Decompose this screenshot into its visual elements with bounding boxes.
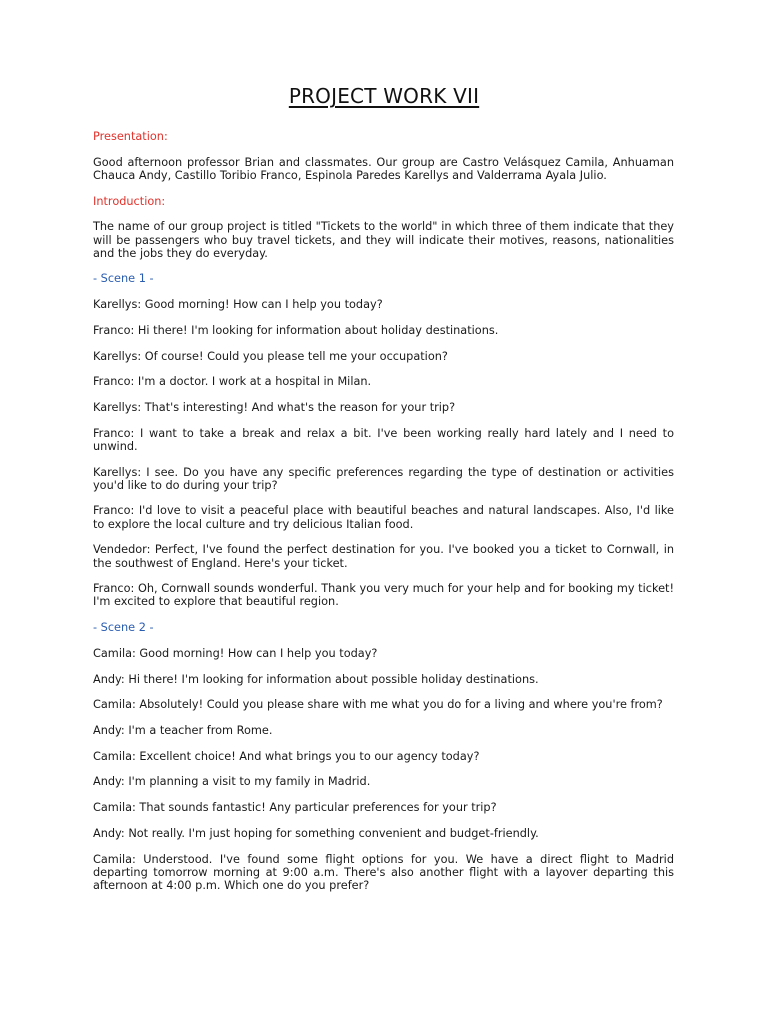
dialogue-line: Andy: I'm planning a visit to my family in Madrid. bbox=[93, 775, 371, 789]
introduction-paragraph: The name of our group project is titled "Tickets to the world" in which three of them indicate that they will be passengers who buy travel tickets, and they will indicate their motives, reasons, nationalities and the jobs they do everyday. bbox=[93, 220, 674, 260]
scene-1-heading: - Scene 1 - bbox=[93, 272, 154, 286]
dialogue-line: Camila: That sounds fantastic! Any particular preferences for your trip? bbox=[93, 801, 497, 815]
dialogue-line: Andy: Hi there! I'm looking for information about possible holiday destinations. bbox=[93, 672, 539, 686]
dialogue-line: Karellys: Good morning! How can I help you today? bbox=[93, 298, 383, 312]
dialogue-line: Franco: I want to take a break and relax a bit. I've been working really hard lately and I need to unwind. bbox=[93, 426, 674, 453]
dialogue-line: Andy: Not really. I'm just hoping for something convenient and budget-friendly. bbox=[93, 826, 539, 840]
dialogue-line: Franco: I'd love to visit a peaceful place with beautiful beaches and natural landscapes. Also, I'd like to explore the local culture and try delicious Italian food. bbox=[93, 504, 674, 531]
presentation-heading: Presentation: bbox=[93, 130, 168, 143]
page-title: PROJECT WORK VII bbox=[288, 84, 480, 108]
dialogue-line: Andy: I'm a teacher from Rome. bbox=[93, 723, 273, 737]
scene-2-heading: - Scene 2 - bbox=[93, 621, 154, 635]
dialogue-line: Camila: Good morning! How can I help you today? bbox=[93, 646, 378, 660]
dialogue-line: Karellys: That's interesting! And what's the reason for your trip? bbox=[93, 400, 456, 414]
dialogue-line: Franco: Oh, Cornwall sounds wonderful. Thank you very much for your help and for booking my ticket! I'm excited to explore that beautiful region. bbox=[93, 582, 674, 609]
dialogue-line: Camila: Understood. I've found some flight options for you. We have a direct flight to Madrid departing tomorrow morning at 9:00 a.m. There's also another flight with a layover departing this afternoon at 4:00 p.m. Which one do you prefer? bbox=[93, 852, 674, 892]
dialogue-line: Franco: I'm a doctor. I work at a hospital in Milan. bbox=[93, 375, 372, 389]
presentation-paragraph: Good afternoon professor Brian and classmates. Our group are Castro Velásquez Camila, Anhuaman Chauca Andy, Castillo Toribio Franco, Espinola Paredes Karellys and Valderrama Ayala Julio. bbox=[93, 155, 674, 182]
dialogue-line: Karellys: Of course! Could you please tell me your occupation? bbox=[93, 349, 448, 363]
dialogue-line: Franco: Hi there! I'm looking for information about holiday destinations. bbox=[93, 323, 499, 337]
dialogue-line: Karellys: I see. Do you have any specific preferences regarding the type of destination or activities you'd like to do during your trip? bbox=[93, 465, 674, 492]
dialogue-line: Camila: Absolutely! Could you please share with me what you do for a living and where you're from? bbox=[93, 698, 663, 712]
introduction-heading: Introduction: bbox=[93, 194, 166, 208]
document-body bbox=[93, 130, 674, 905]
dialogue-line: Camila: Excellent choice! And what brings you to our agency today? bbox=[93, 749, 480, 763]
dialogue-line: Vendedor: Perfect, I've found the perfect destination for you. I've booked you a ticket to Cornwall, in the southwest of England. Here's your ticket. bbox=[93, 543, 674, 570]
